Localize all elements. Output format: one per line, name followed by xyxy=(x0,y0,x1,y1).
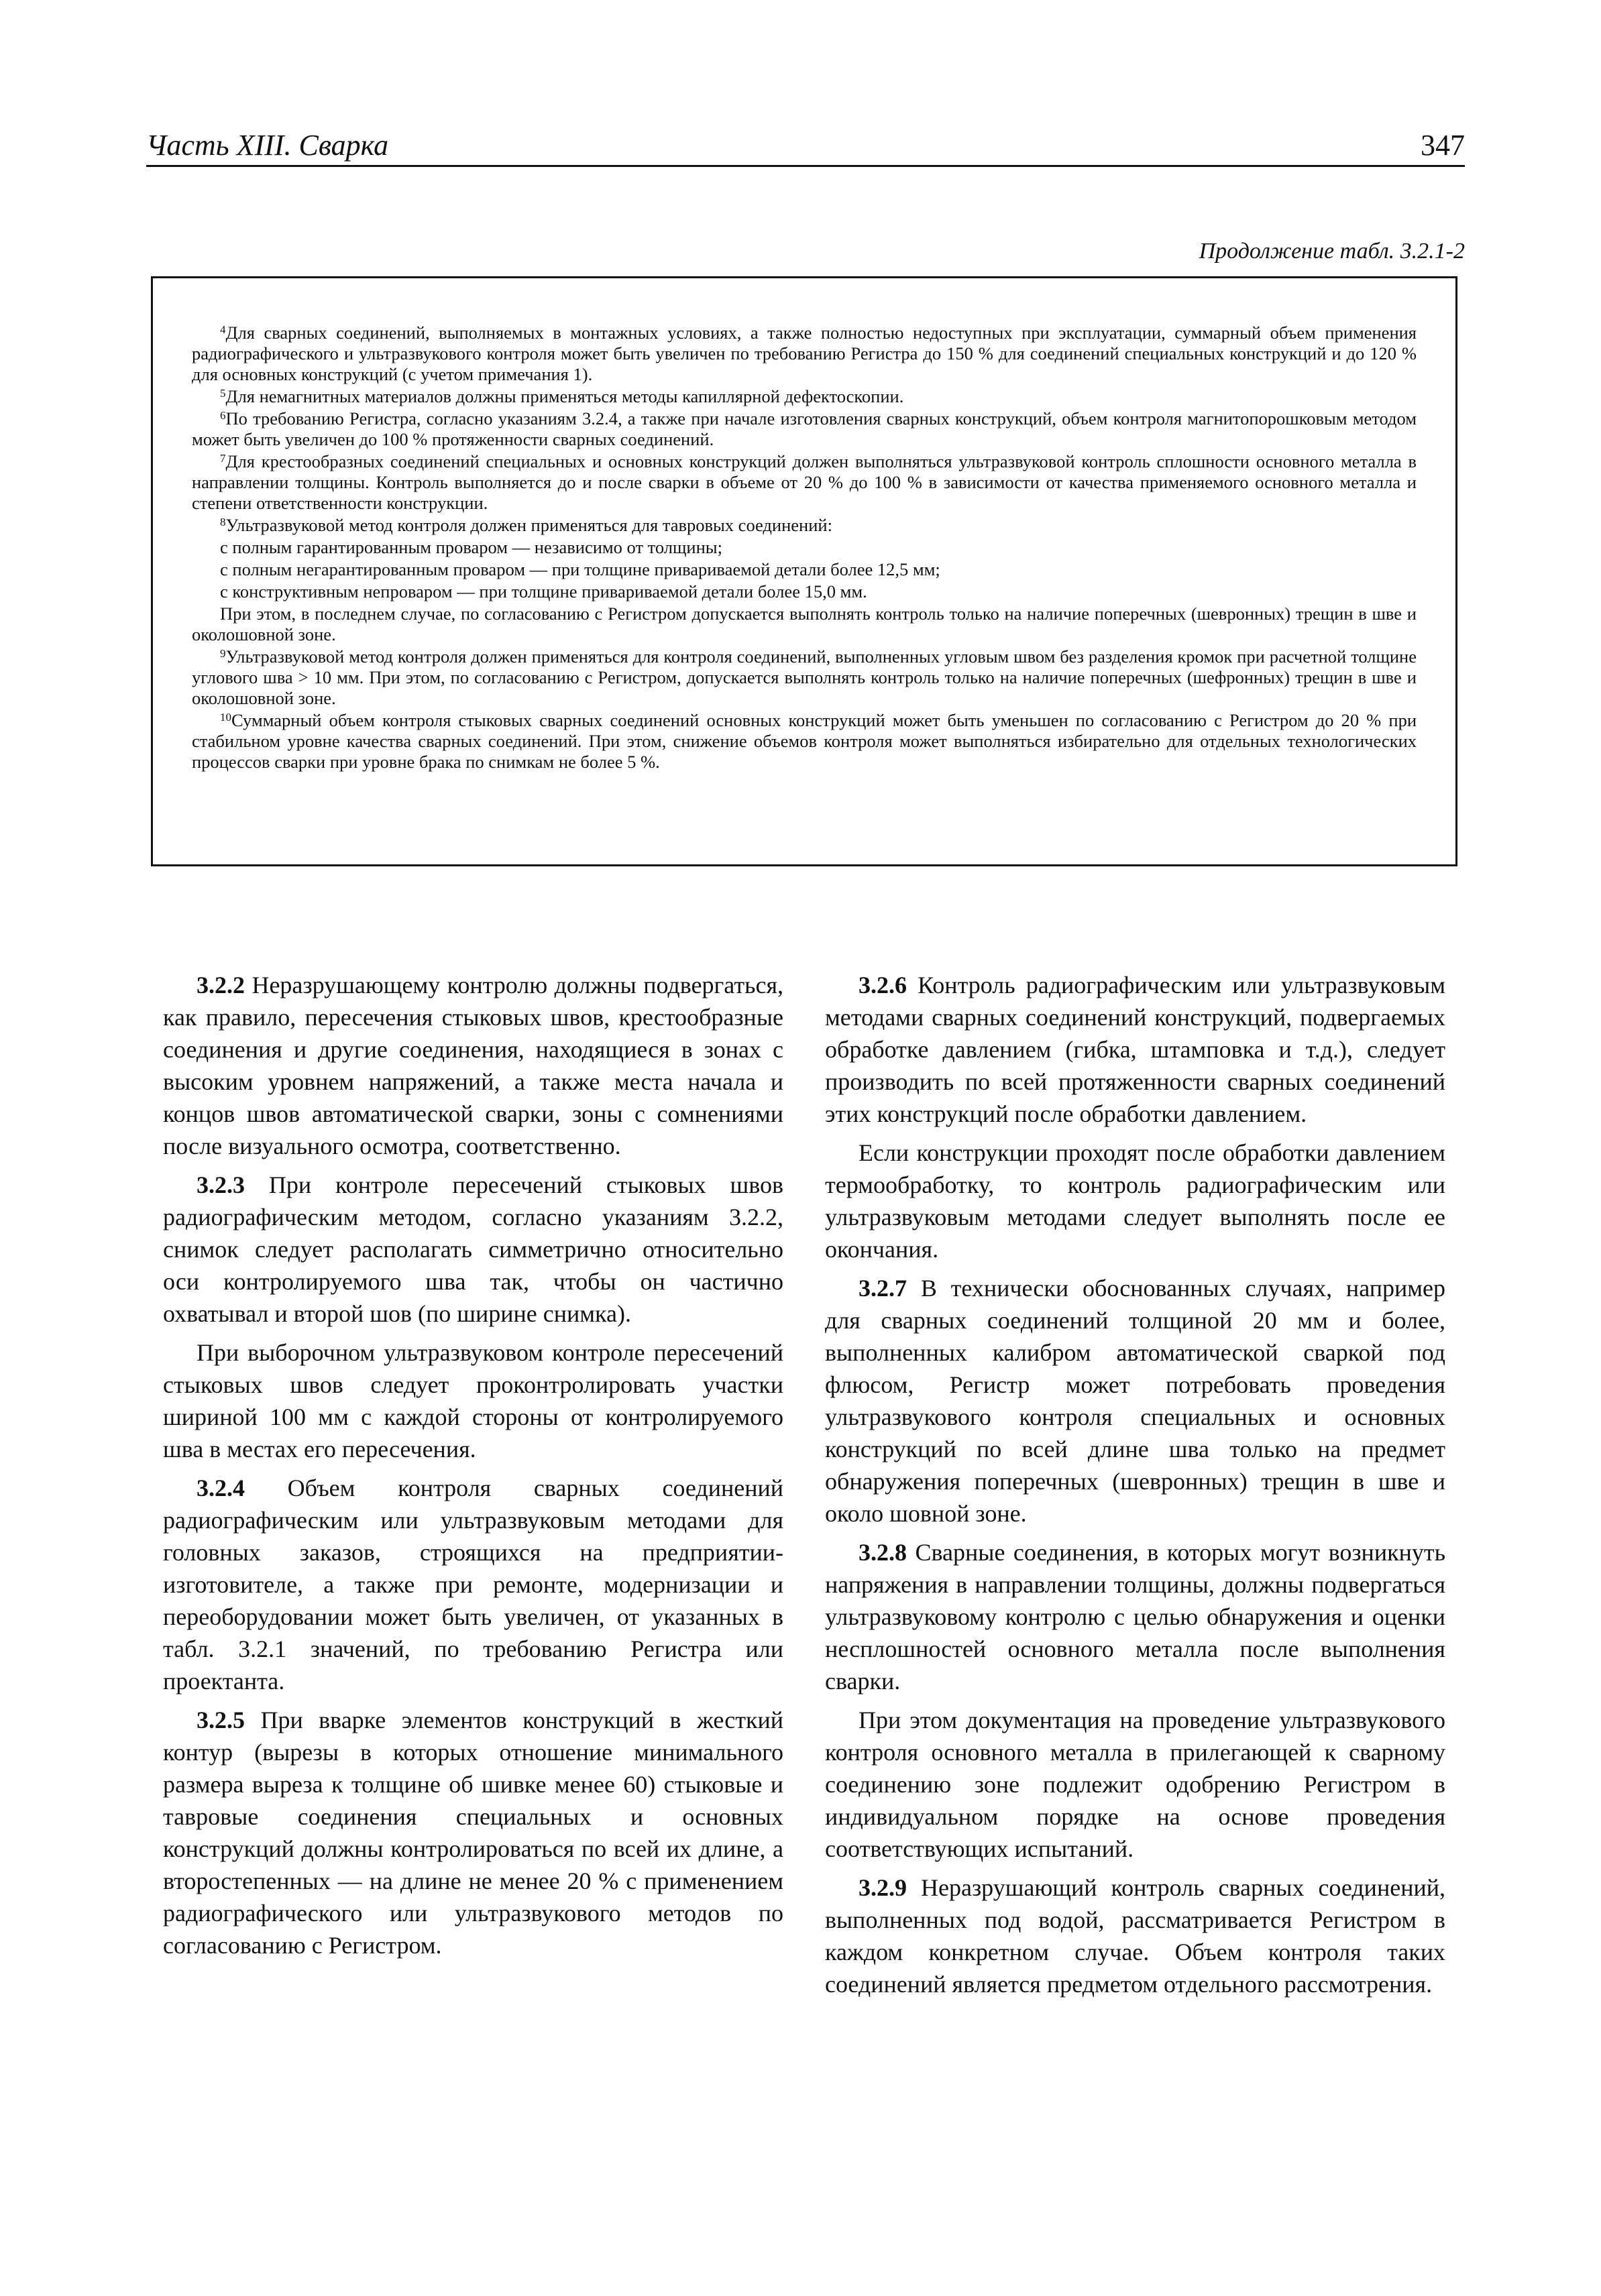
clause-number: 3.2.3 xyxy=(197,1171,245,1198)
paragraph-text: При этом документация на проведение ультразвукового контроля основного металла в прилегающей к сварному соединению зоне подлежит одобрению Регистром в индивидуальном порядке на основе проведения соответствующих испытаний. xyxy=(825,1707,1445,1862)
note-mark: 10 xyxy=(220,711,231,724)
paragraph-3-2-8-cont xyxy=(825,1704,1445,1865)
paragraph-text: При вварке элементов конструкций в жесткий контур (вырезы в которых отношение минимального размера выреза к толщине об шивке менее 60) стыковые и тавровые соединения специальных и основных конструкций должны контролироваться по всей их длине, а второстепенных — на длине не менее 20 % с применением радиографического или ультразвукового методов по согласованию с Регистром. xyxy=(163,1707,783,1959)
note-mark: 4 xyxy=(220,323,226,336)
right-column xyxy=(825,969,1445,2007)
paragraph-text: В технически обоснованных случаях, например для сварных соединений толщиной 20 мм и более, выполненных калибром автоматической сваркой под флюсом, Регистр может потребовать проведения ультразвукового контроля специальных и основных конструкций по всей длине шва только на предмет обнаружения поперечных (шевронных) трещин в шве и около шовной зоне. xyxy=(825,1275,1445,1527)
paragraph-text: Если конструкции проходят после обработки давлением термообработку, то контроль радиографическим или ультразвуковым методами следует выполнять после ее окончания. xyxy=(825,1139,1445,1263)
note-8-remark xyxy=(192,604,1417,645)
note-7 xyxy=(192,451,1417,514)
note-mark: 9 xyxy=(220,647,226,660)
note-4 xyxy=(192,323,1417,385)
note-8-item-2 xyxy=(192,559,1417,580)
paragraph-text: Объем контроля сварных соединений радиографическим или ультразвуковым методами для головных заказов, строящихся на предприятии-изготовителе, а также при ремонте, модернизации и переоборудовании может быть увеличен, от указанных в табл. 3.2.1 значений, по требованию Регистра или проектанта. xyxy=(163,1475,783,1695)
section-title: Часть XIII. Сварка xyxy=(146,129,389,162)
paragraph-3-2-7 xyxy=(825,1272,1445,1530)
note-8-item-3 xyxy=(192,581,1417,602)
note-5 xyxy=(192,386,1417,407)
clause-number: 3.2.2 xyxy=(197,972,245,998)
note-text: Ультразвуковой метод контроля должен применяться для тавровых соединений: xyxy=(225,515,832,535)
note-9 xyxy=(192,646,1417,709)
note-text: Суммарный объем контроля стыковых сварных соединений основных конструкций может быть уменьшен по согласованию с Регистром до 20 % при стабильном уровне качества сварных соединений. При этом, снижение объемов контроля может выполняться избирательно для отдельных технологических процессов сварки при уровне брака по снимкам не более 5 %. xyxy=(192,710,1417,772)
paragraph-text: Сварные соединения, в которых могут возникнуть напряжения в направлении толщины, должны подвергаться ультразвуковому контролю с целью обнаружения и оценки несплошностей основного металла после выполнения сварки. xyxy=(825,1539,1445,1695)
paragraph-3-2-3-cont xyxy=(163,1336,783,1465)
paragraph-3-2-9 xyxy=(825,1872,1445,2000)
clause-number: 3.2.4 xyxy=(197,1475,245,1501)
note-text: с полным гарантированным проваром — независимо от толщины; xyxy=(220,537,722,557)
note-10 xyxy=(192,710,1417,772)
page-number: 347 xyxy=(1421,129,1465,162)
note-mark: 7 xyxy=(220,452,226,465)
paragraph-3-2-6-cont xyxy=(825,1137,1445,1265)
paragraph-text: При контроле пересечений стыковых швов радиографическим методом, согласно указаниям 3.2.2, снимок следует располагать симметрично относительно оси контролируемого шва так, чтобы он частично охватывал и второй шов (по ширине снимка). xyxy=(163,1171,783,1327)
page-header xyxy=(146,125,1465,167)
table-continuation-label: Продолжение табл. 3.2.1-2 xyxy=(1199,239,1465,264)
note-6 xyxy=(192,408,1417,450)
paragraph-text: Неразрушающий контроль сварных соединений, выполненных под водой, рассматривается Регистром в каждом конкретном случае. Объем контроля таких соединений является предметом отдельного рассмотрения. xyxy=(825,1874,1445,1998)
note-text: По требованию Регистра, согласно указаниям 3.2.4, а также при начале изготовления сварных конструкций, объем контроля магнитопорошковым методом может быть увеличен до 100 % протяженности сварных соединений. xyxy=(192,408,1417,449)
clause-number: 3.2.5 xyxy=(197,1707,245,1733)
note-8-item-1 xyxy=(192,537,1417,558)
note-text: Для немагнитных материалов должны применяться методы капиллярной дефектоскопии. xyxy=(225,386,904,406)
note-text: Для сварных соединений, выполняемых в монтажных условиях, а также полностью недоступных при эксплуатации, суммарный объем применения радиографического и ультразвукового контроля может быть увеличен по требованию Регистра до 150 % для соединений специальных конструкций и до 120 % для основных конструкций (с учетом примечания 1). xyxy=(192,323,1417,384)
paragraph-3-2-6 xyxy=(825,969,1445,1130)
clause-number: 3.2.8 xyxy=(859,1539,907,1566)
table-notes-box xyxy=(151,276,1457,866)
note-text: с конструктивным непроваром — при толщине привариваемой детали более 15,0 мм. xyxy=(220,581,867,601)
left-column xyxy=(163,969,783,1968)
note-text: При этом, в последнем случае, по согласованию с Регистром допускается выполнять контроль только на наличие поперечных (шевронных) трещин в шве и околошовной зоне. xyxy=(192,604,1417,644)
paragraph-3-2-2 xyxy=(163,969,783,1162)
paragraph-text: Контроль радиографическим или ультразвуковым методами сварных соединений конструкций, подвергаемых обработке давлением (гибка, штамповка и т.д.), следует производить по всей протяженности сварных соединений этих конструкций после обработки давлением. xyxy=(825,972,1445,1127)
note-8 xyxy=(192,515,1417,536)
note-mark: 5 xyxy=(220,387,226,400)
clause-number: 3.2.7 xyxy=(859,1275,907,1302)
clause-number: 3.2.9 xyxy=(859,1874,907,1901)
paragraph-3-2-5 xyxy=(163,1704,783,1961)
paragraph-3-2-3 xyxy=(163,1169,783,1330)
paragraph-text: При выборочном ультразвуковом контроле пересечений стыковых швов следует проконтролировать участки шириной 100 мм с каждой стороны от контролируемого шва в местах его пересечения. xyxy=(163,1339,783,1462)
note-mark: 6 xyxy=(220,409,226,422)
clause-number: 3.2.6 xyxy=(859,972,907,998)
note-mark: 8 xyxy=(220,516,226,528)
paragraph-text: Неразрушающему контролю должны подвергаться, как правило, пересечения стыковых швов, крестообразные соединения и другие соединения, находящиеся в зонах с высоким уровнем напряжений, а также места начала и концов швов автоматической сварки, зоны с сомнениями после визуального осмотра, соответственно. xyxy=(163,972,783,1159)
note-text: Для крестообразных соединений специальных и основных конструкций должен выполняться ультразвуковой контроль сплошности основного металла в направлении толщины. Контроль выполняется до и после сварки в объеме от 20 % до 100 % в зависимости от качества применяемого основного металла и степени ответственности конструкции. xyxy=(192,451,1417,513)
paragraph-3-2-8 xyxy=(825,1536,1445,1697)
paragraph-3-2-4 xyxy=(163,1472,783,1697)
note-text: Ультразвуковой метод контроля должен применяться для контроля соединений, выполненных угловым швом без разделения кромок при расчетной толщине углового шва > 10 мм. При этом, по согласованию с Регистром, допускается выполнять контроль только на наличие поперечных (шефронных) трещин в шве и околошовной зоне. xyxy=(192,646,1417,708)
note-text: с полным негарантированным проваром — при толщине привариваемой детали более 12,5 мм; xyxy=(220,559,940,579)
